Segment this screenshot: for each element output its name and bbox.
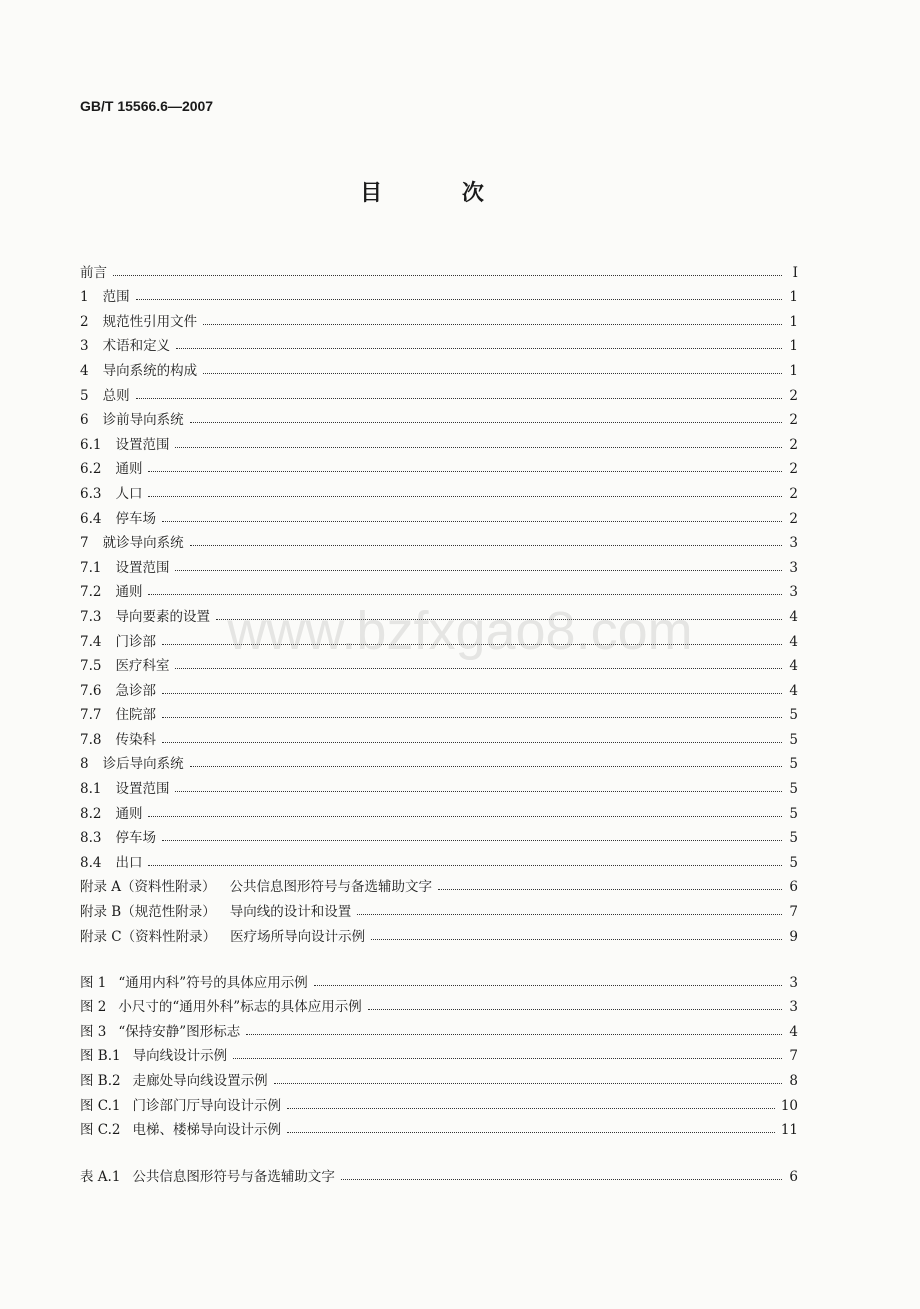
entry-number: 5: [80, 387, 89, 404]
dot-leader: [136, 299, 782, 300]
entry-title: 总则: [102, 387, 130, 404]
entry-number: 8.4: [80, 854, 102, 871]
entry-number: 7.3: [80, 608, 102, 625]
entry-title: 出口: [115, 854, 143, 871]
page-number: 9: [789, 928, 798, 945]
page-number: 5: [789, 781, 798, 798]
toc-entry[interactable]: [80, 674, 798, 699]
entry-number: 6.2: [80, 461, 102, 478]
entry-number: 附录 C（资料性附录）: [80, 928, 217, 945]
page-number: 8: [789, 1072, 798, 1089]
page-number: 5: [789, 830, 798, 847]
entry-title: 前言: [80, 264, 107, 281]
toc-entry[interactable]: [80, 650, 798, 675]
dot-leader: [190, 766, 782, 767]
page-number: 2: [789, 436, 798, 453]
entry-title: 导向系统的构成: [102, 362, 198, 379]
entry-number: 6.3: [80, 485, 102, 502]
dot-leader: [113, 275, 782, 276]
entry-title: 通则: [115, 805, 143, 822]
entry-title: 导向线的设计和设置: [229, 904, 352, 921]
entry-title: 停车场: [115, 830, 156, 847]
entry-number: 附录 B（规范性附录）: [80, 904, 216, 921]
entry-title: 术语和定义: [102, 338, 171, 355]
entry-title: 设置范围: [115, 781, 170, 798]
toc-entry[interactable]: [80, 1064, 798, 1089]
toc-entry[interactable]: [80, 354, 798, 379]
dot-leader: [203, 324, 782, 325]
dot-leader: [162, 717, 782, 718]
dot-leader: [148, 594, 782, 595]
page-number: 3: [789, 584, 798, 601]
entry-title: 门诊部门厅导向设计示例: [132, 1097, 282, 1114]
toc-entry[interactable]: [80, 1114, 798, 1139]
toc-entry[interactable]: [80, 895, 798, 920]
entry-number: 2: [80, 313, 89, 330]
entry-title: 公共信息图形符号与备选辅助文字: [229, 879, 433, 896]
entry-number: 7.4: [80, 633, 102, 650]
toc-entry[interactable]: [80, 502, 798, 527]
toc-entry[interactable]: [80, 576, 798, 601]
page-number: 5: [789, 707, 798, 724]
page-number: 3: [789, 559, 798, 576]
entry-number: 图 B.1: [80, 1048, 121, 1065]
dot-leader: [368, 1009, 782, 1010]
dot-leader: [246, 1034, 782, 1035]
dot-leader: [162, 521, 782, 522]
dot-leader: [190, 422, 782, 423]
page-number: 1: [789, 313, 798, 330]
entry-number: 8.2: [80, 805, 102, 822]
dot-leader: [136, 398, 782, 399]
entry-number: 6.1: [80, 436, 102, 453]
dot-leader: [176, 348, 782, 349]
dot-leader: [314, 985, 782, 986]
page-number: 1: [789, 338, 798, 355]
dot-leader: [190, 545, 782, 546]
toc-entry[interactable]: [80, 699, 798, 724]
toc-entry[interactable]: [80, 453, 798, 478]
dot-leader: [341, 1179, 782, 1180]
entry-number: 图 C.1: [80, 1097, 121, 1114]
toc-list: [80, 256, 798, 945]
dot-leader: [148, 471, 782, 472]
page-number: 1: [789, 289, 798, 306]
entry-title: 停车场: [115, 510, 156, 527]
dot-leader: [175, 447, 782, 448]
page-number: 3: [789, 974, 798, 991]
entry-title: 急诊部: [115, 682, 156, 699]
toc-entry[interactable]: [80, 966, 798, 991]
toc-entry[interactable]: [80, 797, 798, 822]
page-number: 4: [789, 633, 798, 650]
entry-number: 6.4: [80, 510, 102, 527]
toc-entry[interactable]: [80, 428, 798, 453]
entry-number: 6: [80, 412, 89, 429]
entry-title: 设置范围: [115, 436, 170, 453]
dot-leader: [175, 570, 782, 571]
entry-number: 7: [80, 535, 89, 552]
toc-entry[interactable]: [80, 871, 798, 896]
dot-leader: [287, 1108, 775, 1109]
dot-leader: [371, 939, 782, 940]
entry-title: 就诊导向系统: [102, 535, 184, 552]
page-number: 4: [789, 608, 798, 625]
toc-entry[interactable]: [80, 723, 798, 748]
entry-title: 诊后导向系统: [102, 756, 184, 773]
dot-leader: [162, 742, 782, 743]
entry-title: 导向线设计示例: [132, 1048, 228, 1065]
entry-number: 3: [80, 338, 89, 355]
page-number: 6: [789, 879, 798, 896]
page-number: 7: [789, 1048, 798, 1065]
toc-entry[interactable]: [80, 379, 798, 404]
dot-leader: [162, 644, 782, 645]
entry-number: 8.3: [80, 830, 102, 847]
toc-entry[interactable]: [80, 1160, 798, 1185]
page-number: 4: [789, 682, 798, 699]
page-number: 2: [789, 485, 798, 502]
entry-title: 人口: [115, 485, 143, 502]
page-number: 2: [789, 412, 798, 429]
page-number: I: [792, 264, 798, 281]
toc-entry[interactable]: [80, 281, 798, 306]
figure-list: [80, 966, 798, 1138]
entry-number: 图 C.2: [80, 1122, 121, 1139]
standard-code: GB/T 15566.6—2007: [80, 98, 214, 114]
entry-title: 电梯、楼梯导向设计示例: [132, 1122, 282, 1139]
entry-title: 诊前导向系统: [102, 412, 184, 429]
toc-entry[interactable]: [80, 625, 798, 650]
dot-leader: [216, 619, 782, 620]
dot-leader: [233, 1058, 782, 1059]
entry-title: 设置范围: [115, 559, 170, 576]
entry-title: 小尺寸的“通用外科”标志的具体应用示例: [118, 999, 362, 1016]
entry-title: 规范性引用文件: [102, 313, 198, 330]
entry-number: 8: [80, 756, 89, 773]
dot-leader: [175, 791, 782, 792]
entry-number: 7.8: [80, 731, 102, 748]
entry-title: 通则: [115, 461, 143, 478]
dot-leader: [438, 889, 782, 890]
toc-entry[interactable]: [80, 404, 798, 429]
toc-entry[interactable]: [80, 846, 798, 871]
dot-leader: [274, 1083, 782, 1084]
entry-number: 图 2: [80, 999, 107, 1016]
toc-entry[interactable]: [80, 527, 798, 552]
page-number: 3: [789, 535, 798, 552]
dot-leader: [203, 373, 782, 374]
toc-entry[interactable]: [80, 991, 798, 1016]
entry-number: 图 1: [80, 974, 107, 991]
toc-entry[interactable]: [80, 600, 798, 625]
entry-number: 4: [80, 362, 89, 379]
entry-number: 7.7: [80, 707, 102, 724]
page-number: 2: [789, 387, 798, 404]
dot-leader: [357, 914, 782, 915]
toc-entry[interactable]: [80, 305, 798, 330]
entry-title: 医疗场所导向设计示例: [230, 928, 366, 945]
entry-title: “保持安静”图形标志: [118, 1023, 241, 1040]
toc-entry[interactable]: [80, 748, 798, 773]
toc-entry[interactable]: [80, 772, 798, 797]
toc-entry[interactable]: [80, 920, 798, 945]
page-number: 4: [789, 658, 798, 675]
page-number: 5: [789, 805, 798, 822]
dot-leader: [148, 865, 782, 866]
page-number: 4: [789, 1023, 798, 1040]
toc-entry[interactable]: [80, 330, 798, 355]
page-number: 11: [780, 1122, 798, 1139]
table-list: [80, 1160, 798, 1185]
dot-leader: [148, 496, 782, 497]
entry-title: 传染科: [115, 731, 156, 748]
dot-leader: [287, 1132, 775, 1133]
toc-entry[interactable]: [80, 256, 798, 281]
page-number: 7: [789, 904, 798, 921]
entry-title: 公共信息图形符号与备选辅助文字: [132, 1168, 335, 1185]
entry-title: 范围: [102, 289, 130, 306]
entry-title: 医疗科室: [115, 658, 170, 675]
toc-entry[interactable]: [80, 822, 798, 847]
entry-number: 图 3: [80, 1023, 107, 1040]
dot-leader: [162, 693, 782, 694]
page-number: 5: [789, 854, 798, 871]
page-number: 5: [789, 756, 798, 773]
page-number: 1: [789, 362, 798, 379]
page-title: 目 次: [360, 181, 520, 206]
page-number: 2: [789, 510, 798, 527]
entry-number: 图 B.2: [80, 1072, 121, 1089]
entry-number: 7.5: [80, 658, 102, 675]
toc-entry[interactable]: [80, 1040, 798, 1065]
page-number: 5: [789, 731, 798, 748]
entry-title: 住院部: [115, 707, 156, 724]
toc-entry[interactable]: [80, 477, 798, 502]
entry-number: 7.6: [80, 682, 102, 699]
page-number: 6: [789, 1168, 798, 1185]
toc-entry[interactable]: [80, 1015, 798, 1040]
entry-title: 通则: [115, 584, 143, 601]
watermark: www.bzfxgao8.com: [227, 601, 693, 661]
entry-number: 附录 A（资料性附录）: [80, 879, 216, 896]
entry-title: 导向要素的设置: [115, 608, 210, 625]
toc-entry[interactable]: [80, 1089, 798, 1114]
toc-entry[interactable]: [80, 551, 798, 576]
dot-leader: [148, 816, 782, 817]
entry-title: “通用内科”符号的具体应用示例: [118, 974, 308, 991]
entry-number: 1: [80, 289, 89, 306]
dot-leader: [162, 840, 782, 841]
entry-title: 门诊部: [115, 633, 156, 650]
page-number: 3: [789, 999, 798, 1016]
dot-leader: [175, 668, 782, 669]
entry-number: 8.1: [80, 781, 102, 798]
entry-number: 7.1: [80, 559, 102, 576]
page-number: 2: [789, 461, 798, 478]
entry-number: 表 A.1: [80, 1168, 121, 1185]
entry-number: 7.2: [80, 584, 102, 601]
entry-title: 走廊处导向线设置示例: [132, 1072, 268, 1089]
page-number: 10: [780, 1097, 798, 1114]
